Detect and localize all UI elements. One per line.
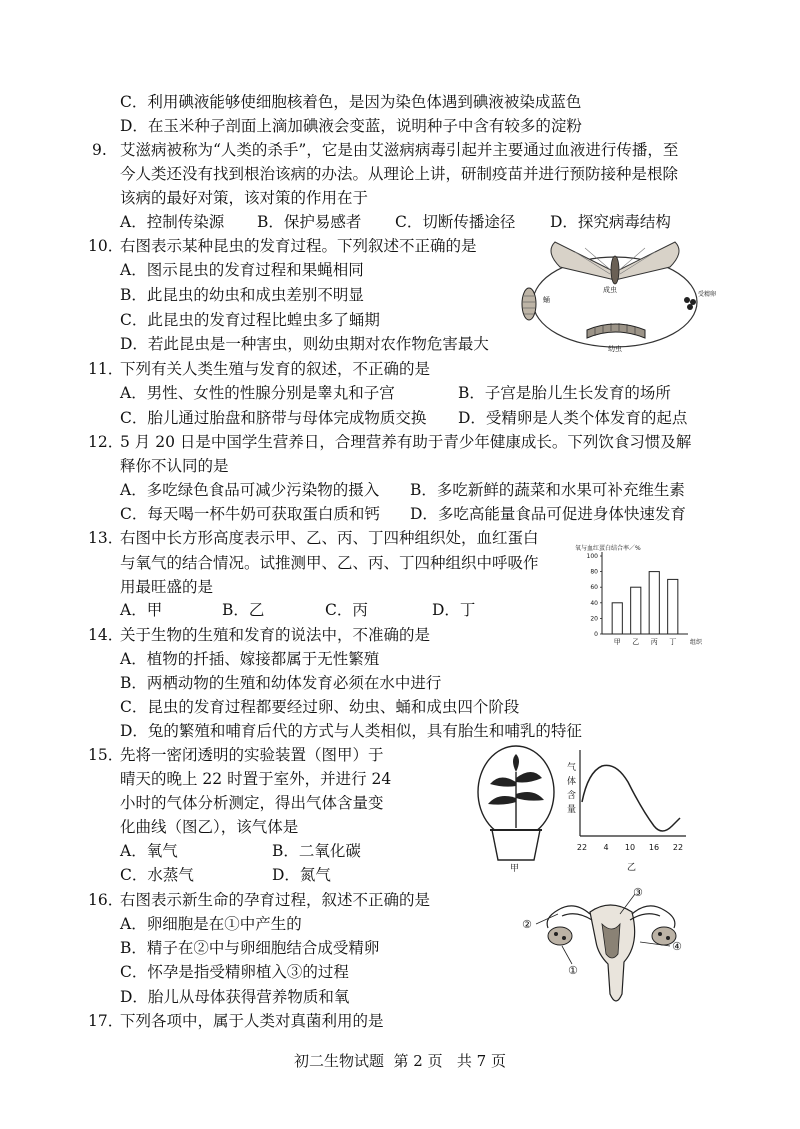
q9-option-b: B．保护易感者 — [257, 213, 362, 231]
label-jia: 甲 — [510, 864, 520, 874]
chart-category-label: 丁 — [669, 638, 677, 646]
pupa-icon — [522, 288, 536, 320]
q9-option-d: D．探究病毒结构 — [550, 213, 671, 231]
chart-ytick-label: 40 — [590, 599, 598, 607]
label-egg: 受精卵 — [698, 291, 717, 298]
q14-option-d: D．兔的繁殖和哺育后代的方式与人类相似，具有胎生和哺乳的特征 — [120, 722, 582, 740]
plant-icon — [488, 754, 544, 828]
q14-option-c: C．昆虫的发育过程都要经过卵、幼虫、蛹和成虫四个阶段 — [120, 698, 520, 716]
chart-bar — [649, 572, 659, 634]
q9-number: 9. — [92, 141, 107, 159]
gas-curve — [582, 765, 680, 831]
q12-option-a: A．多吃绿色食品可减少污染物的摄入 — [120, 481, 380, 499]
label-adult: 成虫 — [603, 286, 617, 294]
q11-stem: 下列有关人类生殖与发育的叙述，不正确的是 — [120, 360, 431, 378]
q14-stem: 关于生物的生殖和发育的说法中，不准确的是 — [120, 626, 431, 644]
q9-option-c: C．切断传播途径 — [395, 213, 516, 231]
q13-number: 13． — [88, 529, 124, 547]
q17-number: 17． — [88, 1012, 124, 1030]
chart-ytick-label: 60 — [590, 584, 598, 592]
egg-icon — [684, 297, 696, 310]
q9-stem-line: 今人类还没有找到根治该病的办法。从理论上讲，研制疫苗并进行预防接种是根除 — [120, 165, 679, 183]
q16-number: 16． — [88, 891, 124, 909]
curve-xtick-label: 22 — [672, 843, 684, 852]
q15-stem-line: 化曲线（图乙），该气体是 — [120, 818, 299, 836]
label-3: ③ — [633, 886, 643, 899]
label-2: ② — [522, 918, 532, 931]
q17-stem: 下列各项中，属于人类对真菌利用的是 — [120, 1012, 384, 1030]
curve-xtick-label: 10 — [624, 843, 636, 852]
label-pupa: 蛹 — [543, 296, 550, 304]
flower-pot — [492, 830, 540, 860]
chart-category-label: 甲 — [613, 638, 621, 646]
q14-option-b: B．两栖动物的生殖和幼体发育必须在水中进行 — [120, 674, 442, 692]
q11-option-b: B．子宫是胎儿生长发育的场所 — [458, 384, 671, 402]
larva-icon — [587, 323, 645, 338]
q13-option-b: B．乙 — [222, 601, 265, 619]
chart-ylabel-text: 氧与血红蛋白结合率／% — [575, 545, 641, 552]
q12-option-b: B．多吃新鲜的蔬菜和水果可补充维生素 — [410, 481, 685, 499]
q10-option-d: D．若此昆虫是一种害虫，则幼虫期对农作物危害最大 — [120, 335, 489, 353]
q15-option-b: B．二氧化碳 — [272, 842, 361, 860]
q16-option-a: A．卵细胞是在①中产生的 — [120, 915, 302, 933]
q13-stem-line: 与氧气的结合情况。试推测甲、乙、丙、丁四种组织中呼吸作 — [120, 554, 539, 572]
female-reproductive-system-figure — [520, 884, 700, 1016]
q12-number: 12． — [88, 433, 124, 451]
chart-ytick-label: 20 — [590, 615, 598, 623]
q9-option-a: A．控制传染源 — [120, 213, 225, 231]
label-4: ④ — [672, 940, 682, 953]
q13-option-c: C．丙 — [325, 601, 368, 619]
q12-option-c: C．每天喝一杯牛奶可获取蛋白质和钙 — [120, 505, 380, 523]
q14-option-a: A．植物的扦插、嫁接都属于无性繁殖 — [120, 650, 380, 668]
q13-option-d: D．丁 — [432, 601, 476, 619]
chart-bar — [668, 579, 678, 634]
q15-stem-line: 晴天的晚上 22 时置于室外，并进行 24 — [120, 770, 392, 788]
chart-ylabel — [575, 544, 641, 552]
q8-option-d: D．在玉米种子剖面上滴加碘液会变蓝，说明种子中含有较多的淀粉 — [120, 117, 582, 135]
curve-xtick-label: 4 — [603, 843, 609, 852]
ovary-left-icon — [548, 927, 572, 945]
q11-number: 11． — [88, 360, 124, 378]
curve-ylabel: 气 体 含 量 — [567, 763, 577, 815]
q10-option-c: C．此昆虫的发育过程比蝗虫多了蛹期 — [120, 311, 380, 329]
q13-option-a: A．甲 — [120, 601, 163, 619]
q16-stem: 右图表示新生命的孕育过程，叙述不正确的是 — [120, 891, 431, 909]
chart-bar — [631, 587, 641, 634]
q9-stem-line: 艾滋病被称为“人类的杀手”，它是由艾滋病病毒引起并主要通过血液进行传播，至 — [120, 141, 679, 159]
q13-stem-line: 右图中长方形高度表示甲、乙、丙、丁四种组织处，血红蛋白 — [120, 529, 539, 547]
gas-content-curve-figure-yi — [562, 742, 692, 874]
q15-option-d: D．氮气 — [272, 866, 331, 884]
q15-stem-line: 先将一密闭透明的实验装置（图甲）于 — [120, 746, 384, 764]
q8-option-c: C．利用碘液能够使细胞核着色，是因为染色体遇到碘液被染成蓝色 — [120, 93, 582, 111]
q15-option-c: C．水蒸气 — [120, 866, 194, 884]
label-1: ① — [568, 964, 578, 977]
q13-stem-line: 用最旺盛的是 — [120, 578, 214, 596]
chart-ytick-label: 0 — [594, 631, 598, 638]
q11-option-c: C．胎儿通过胎盘和脐带与母体完成物质交换 — [120, 409, 427, 427]
q12-option-d: D．多吃高能量食品可促进身体快速发育 — [410, 505, 686, 523]
q16-option-b: B．精子在②中与卵细胞结合成受精卵 — [120, 939, 380, 957]
q12-stem-line: 5 月 20 日是中国学生营养日，合理营养有助于青少年健康成长。下列饮食习惯及解 — [120, 433, 692, 451]
q15-number: 15． — [88, 746, 124, 764]
q10-stem: 右图表示某种昆虫的发育过程。下列叙述不正确的是 — [120, 237, 477, 255]
q11-option-d: D．受精卵是人类个体发育的起点 — [458, 409, 688, 427]
q12-stem-line: 释你不认同的是 — [120, 457, 229, 475]
chart-category-label: 乙 — [632, 638, 640, 646]
adult-moth-icon — [551, 242, 679, 284]
label-yi: 乙 — [627, 863, 637, 873]
q15-option-a: A．氧气 — [120, 842, 178, 860]
q15-stem-line: 小时的气体分析测定，得出气体含量变 — [120, 794, 384, 812]
chart-bar — [612, 603, 622, 634]
q11-option-a: A．男性、女性的性腺分别是睾丸和子宫 — [120, 384, 395, 402]
chart-ytick-label: 80 — [590, 568, 598, 576]
q10-option-b: B．此昆虫的幼虫和成虫差别不明显 — [120, 286, 364, 304]
plant-apparatus-figure-jia — [470, 742, 562, 872]
label-larva: 幼虫 — [608, 345, 622, 353]
chart-ytick-label: 100 — [586, 553, 598, 560]
curve-xtick-label: 16 — [648, 843, 660, 852]
q14-number: 14． — [88, 626, 124, 644]
q16-option-d: D．胎儿从母体获得营养物质和氧 — [120, 988, 350, 1006]
insect-life-cycle-figure — [515, 232, 715, 356]
chart-xlabel: 组织 — [690, 639, 703, 646]
oxygen-binding-bar-chart — [570, 540, 703, 658]
page-footer: 初二生物试题 第 2 页 共 7 页 — [293, 1052, 506, 1070]
q9-stem-line: 该病的最好对策，该对策的作用在于 — [120, 189, 369, 207]
q10-number: 10． — [88, 237, 124, 255]
q10-option-a: A．图示昆虫的发育过程和果蝇相同 — [120, 261, 364, 279]
chart-category-label: 丙 — [650, 638, 658, 646]
curve-xtick-label: 22 — [576, 843, 588, 852]
q16-option-c: C．怀孕是指受精卵植入③的过程 — [120, 963, 349, 981]
